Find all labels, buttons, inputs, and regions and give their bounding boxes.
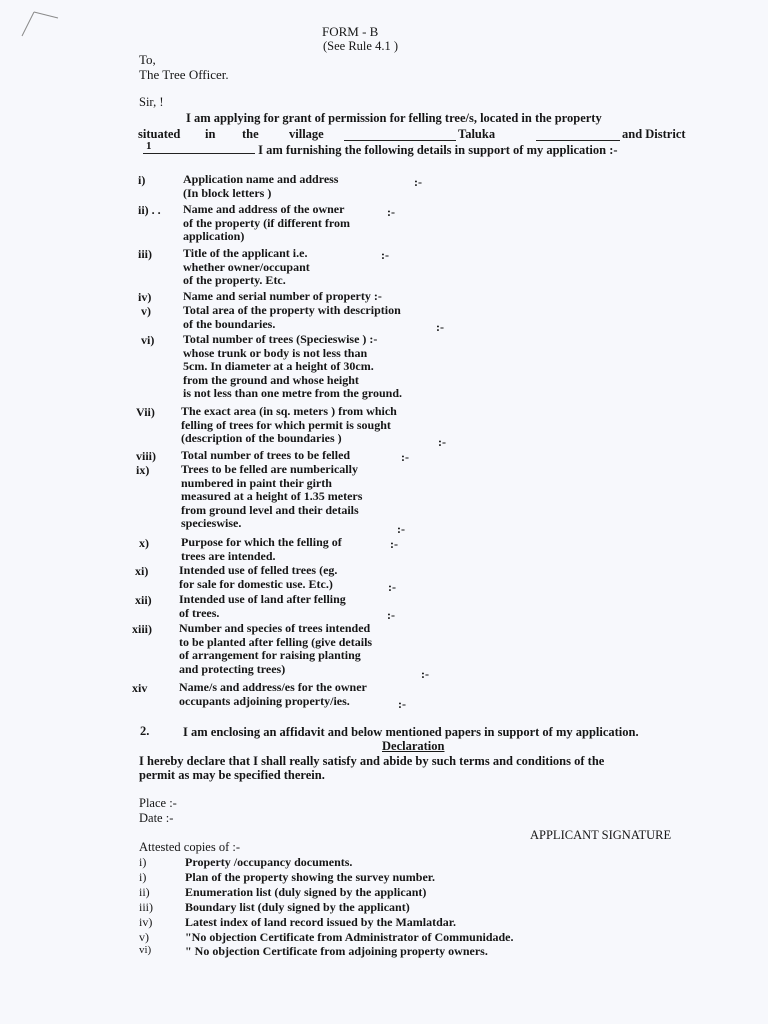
attested-number: iv) bbox=[139, 915, 153, 929]
applicant-signature-label: APPLICANT SIGNATURE bbox=[530, 828, 672, 842]
attested-item: " No objection Certificate from adjoining property owners. bbox=[185, 944, 488, 958]
word-the: the bbox=[242, 127, 259, 141]
item-colon: :- bbox=[387, 205, 395, 219]
item-colon: :- bbox=[388, 580, 396, 594]
word-village: village bbox=[289, 127, 324, 141]
attested-item: Plan of the property showing the survey number. bbox=[185, 870, 436, 884]
attested-item: "No objection Certificate from Administrator of Communidade. bbox=[185, 930, 514, 944]
intro-line-3 bbox=[143, 140, 618, 158]
attested-heading: Attested copies of :- bbox=[139, 840, 241, 854]
address-recipient: The Tree Officer. bbox=[139, 67, 229, 82]
word-taluka: Taluka bbox=[458, 127, 496, 141]
intro-line-3-text: I am furnishing the following details in support of my application :- bbox=[258, 143, 618, 157]
salutation: Sir, ! bbox=[139, 95, 164, 109]
item-text: Name and address of the owner of the property (if different from application) bbox=[183, 202, 350, 244]
item-text: Total area of the property with description of the boundaries. bbox=[183, 303, 401, 331]
place-label: Place :- bbox=[139, 796, 177, 810]
item-colon: :- bbox=[401, 450, 409, 464]
attested-number: i) bbox=[139, 855, 147, 869]
intro-line-2 bbox=[138, 127, 712, 142]
word-in: in bbox=[205, 127, 216, 141]
attested-item: Enumeration list (duly signed by the applicant) bbox=[185, 885, 427, 899]
item-text: Purpose for which the felling of trees are intended. bbox=[181, 535, 342, 563]
corner-fold-mark bbox=[20, 8, 60, 38]
item-text: Title of the applicant i.e. whether owner/occupant of the property. Etc. bbox=[183, 246, 310, 288]
attested-item: Latest index of land record issued by the Mamlatdar. bbox=[185, 915, 457, 929]
item-number: xii) bbox=[135, 593, 152, 607]
attested-number: i) bbox=[139, 870, 147, 884]
item-colon: :- bbox=[414, 175, 422, 189]
attested-number: ii) bbox=[139, 885, 150, 899]
item-text: The exact area (in sq. meters ) from which felling of trees for which permit is sought (description of the boundaries ) bbox=[181, 404, 397, 446]
item-text: Name/s and address/es for the owner occupants adjoining property/ies. bbox=[179, 680, 367, 708]
item-text: Intended use of felled trees (eg. for sale for domestic use. Etc.) bbox=[179, 563, 338, 591]
item-text: Trees to be felled are numberically numbered in paint their girth measured at a height of 1.35 meters from ground level and their details specieswise. bbox=[181, 462, 363, 531]
word-and-district: and District bbox=[622, 127, 686, 141]
village-blank[interactable] bbox=[344, 130, 456, 141]
para2-text: I am enclosing an affidavit and below mentioned papers in support of my application. bbox=[183, 725, 639, 739]
item-number: ix) bbox=[136, 463, 150, 477]
item-colon: :- bbox=[436, 320, 444, 334]
attested-number: v) bbox=[139, 930, 149, 944]
attested-number: iii) bbox=[139, 900, 153, 914]
item-number: viii) bbox=[136, 449, 156, 463]
item-number: vi) bbox=[141, 333, 155, 347]
item-colon: :- bbox=[387, 608, 395, 622]
item-colon: :- bbox=[381, 248, 389, 262]
attested-item: Property /occupancy documents. bbox=[185, 855, 353, 869]
item-text: Total number of trees to be felled bbox=[181, 448, 351, 462]
item-colon: :- bbox=[421, 667, 429, 681]
item-colon: :- bbox=[390, 537, 398, 551]
item-number: x) bbox=[139, 536, 149, 550]
attested-number: vi) bbox=[139, 944, 152, 956]
item-text: Total number of trees (Specieswise ) :- whose trunk or body is not less than 5cm. In diameter at a height of 30cm. from the ground and whose height is not less than one metre from the ground. bbox=[183, 332, 402, 401]
item-number: xiv bbox=[132, 681, 148, 695]
date-label: Date :- bbox=[139, 811, 174, 825]
attested-item: Boundary list (duly signed by the applicant) bbox=[185, 900, 410, 914]
item-text: Name and serial number of property :- bbox=[183, 289, 382, 303]
item-number: Vii) bbox=[136, 405, 155, 419]
district-blank[interactable] bbox=[143, 140, 255, 154]
item-number: xiii) bbox=[132, 622, 152, 636]
item-colon: :- bbox=[438, 435, 446, 449]
declaration-heading: Declaration bbox=[382, 739, 445, 753]
item-text: Application name and address (In block letters ) bbox=[183, 172, 339, 200]
address-to: To, bbox=[139, 52, 156, 67]
item-number: v) bbox=[141, 304, 151, 318]
para2-number: 2. bbox=[140, 724, 150, 738]
intro-line-1: I am applying for grant of permission for felling tree/s, located in the property bbox=[186, 111, 602, 125]
declaration-line-2: permit as may be specified therein. bbox=[139, 768, 325, 782]
item-colon: :- bbox=[397, 522, 405, 536]
item-number: ii) . . bbox=[138, 203, 161, 217]
item-number: iii) bbox=[138, 247, 152, 261]
item-number: i) bbox=[138, 173, 146, 187]
declaration-line-1: I hereby declare that I shall really satisfy and abide by such terms and conditions of the bbox=[139, 754, 605, 768]
word-situated: situated bbox=[138, 127, 181, 141]
rule-reference: (See Rule 4.1 ) bbox=[323, 39, 398, 53]
item-text: Number and species of trees intended to be planted after felling (give details of arrangement for raising planting and protecting trees) bbox=[179, 621, 373, 676]
form-title: FORM - B bbox=[322, 24, 379, 39]
item-number: iv) bbox=[138, 290, 152, 304]
item-colon: :- bbox=[398, 697, 406, 711]
item-number: xi) bbox=[135, 564, 149, 578]
district-mark: 1 bbox=[146, 140, 152, 152]
taluka-blank[interactable] bbox=[536, 130, 620, 141]
item-text: Intended use of land after felling of trees. bbox=[179, 592, 346, 620]
